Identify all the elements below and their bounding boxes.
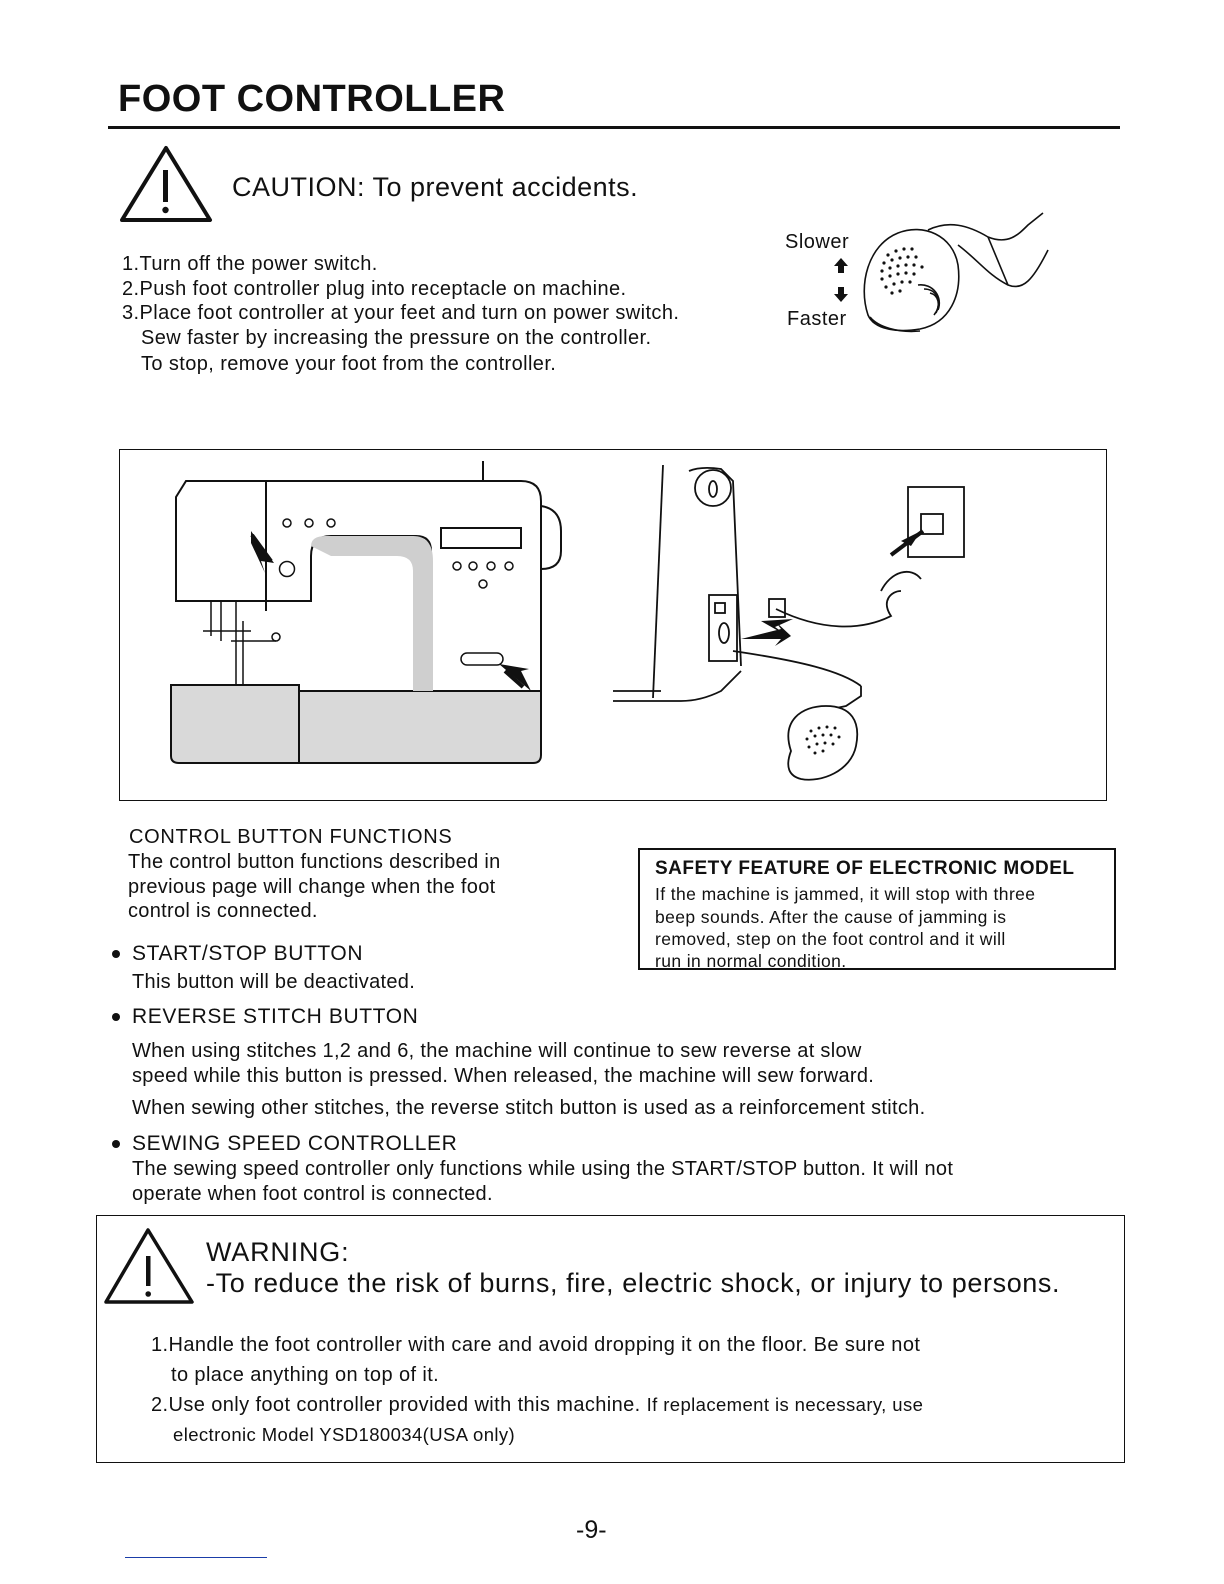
warning-subheading: -To reduce the risk of burns, fire, electric shock, or injury to persons. [206,1268,1061,1298]
control-intro-2: previous page will change when the foot [128,876,496,898]
start-stop-title: START/STOP BUTTON [132,942,364,965]
caution-step-3: 3.Place foot controller at your feet and turn on power switch. [122,302,680,324]
warning-line-3-tail: If replacement is necessary, use [646,1394,924,1415]
warning-heading: WARNING: [206,1237,350,1267]
warning-line-3 [151,1394,923,1417]
speed-controller-item [112,1132,457,1156]
caution-step-2: 2.Push foot controller plug into receptacle on machine. [122,278,627,300]
warning-line-3-main: 2.Use only foot controller provided with this machine. [151,1394,641,1416]
speed-controller-title: SEWING SPEED CONTROLLER [132,1132,458,1155]
warning-line-1: 1.Handle the foot controller with care and avoid dropping it on the floor. Be sure not [151,1334,921,1356]
warning-triangle-icon [102,1226,196,1306]
speed-controller-desc-1: The sewing speed controller only functions while using the START/STOP button. It will not [132,1158,954,1180]
reverse-stitch-desc-3: When sewing other stitches, the reverse stitch button is used as a reinforcement stitch. [132,1097,926,1119]
caution-step-3-stop: To stop, remove your foot from the controller. [141,353,557,375]
control-intro-3: control is connected. [128,900,318,922]
caution-step-3-cont: Sew faster by increasing the pressure on the controller. [141,327,652,349]
control-heading: CONTROL BUTTON FUNCTIONS [129,826,453,848]
caution-step-1: 1.Turn off the power switch. [122,253,378,275]
control-intro-1: The control button functions described in [128,851,501,873]
footer-line [125,1557,267,1558]
safety-feature-box [638,848,1116,970]
safety-line-3: removed, step on the foot control and it will [655,929,1006,949]
start-stop-item [112,942,363,966]
faster-label: Faster [787,308,847,330]
speed-controller-desc-2: operate when foot control is connected. [132,1183,493,1205]
warning-line-2: to place anything on top of it. [171,1364,440,1386]
slower-label: Slower [785,231,850,253]
warning-line-4: electronic Model YSD180034(USA only) [173,1424,516,1445]
foot-pedal-illustration [858,205,1058,335]
safety-line-4: run in normal condition. [655,951,847,971]
caution-warning-icon [118,144,214,224]
bullet-icon [112,1013,120,1021]
reverse-stitch-item [112,1005,418,1029]
page-number: -9- [576,1516,607,1544]
page-title: FOOT CONTROLLER [118,78,506,120]
reverse-stitch-desc-2: speed while this button is pressed. When released, the machine will sew forward. [132,1065,875,1087]
safety-line-2: beep sounds. After the cause of jamming is [655,907,1007,927]
reverse-stitch-title: REVERSE STITCH BUTTON [132,1005,419,1028]
start-stop-desc: This button will be deactivated. [132,971,416,993]
safety-line-1: If the machine is jammed, it will stop with three [655,884,1036,904]
caution-text: CAUTION: To prevent accidents. [232,172,639,202]
bullet-icon [112,950,120,958]
safety-heading: SAFETY FEATURE OF ELECTRONIC MODEL [655,858,1075,879]
speed-arrows-icon [826,256,856,304]
title-rule [108,126,1120,129]
bullet-icon [112,1140,120,1148]
sewing-machine-illustration [121,451,1105,799]
reverse-stitch-desc-1: When using stitches 1,2 and 6, the machine will continue to sew reverse at slow [132,1040,862,1062]
